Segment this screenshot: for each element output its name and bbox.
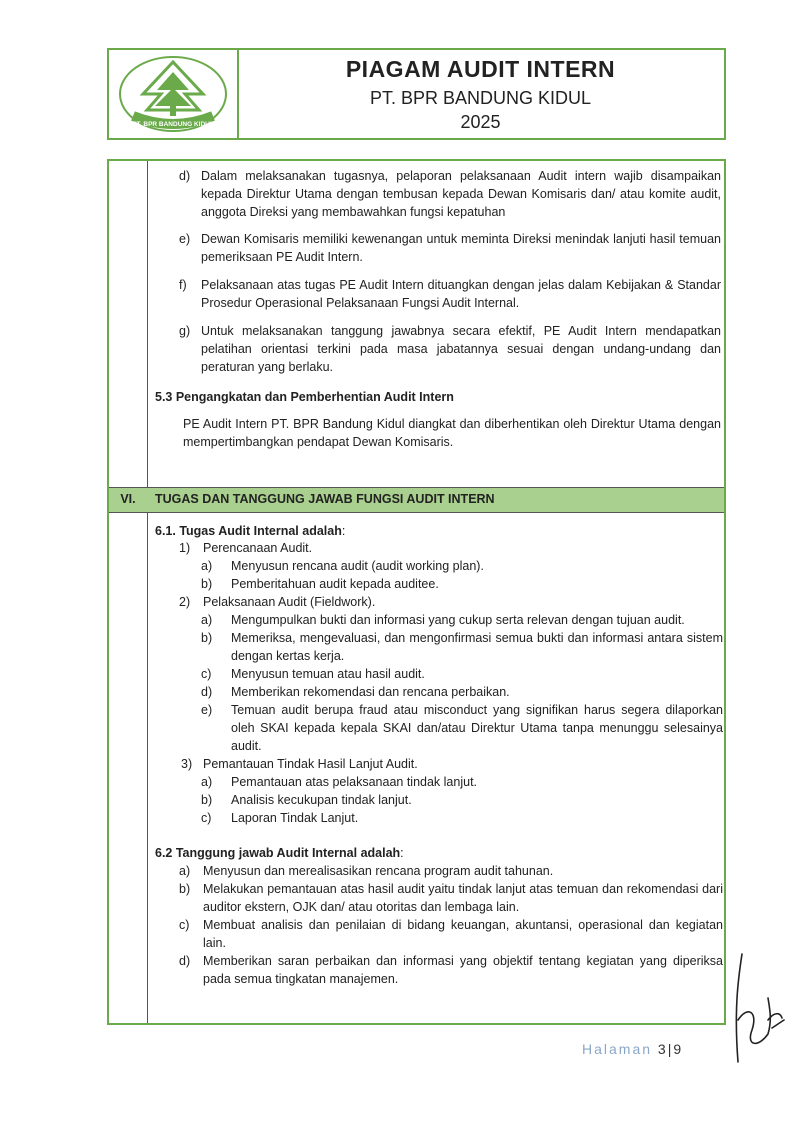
s61-g1-b-text: Pemberitahuan audit kepada auditee. <box>231 577 439 591</box>
item-g-text: Untuk melaksanakan tanggung jawabnya secara efektif, PE Audit Intern mendapatkan pelatihan orientasi terkini pada masa jabatannya sesuai dengan undang-undang dan peraturan yang berlaku. <box>201 324 721 374</box>
content-table <box>107 159 726 1025</box>
s62-d-label: d) <box>179 954 191 968</box>
s61-g3-c-label: c) <box>201 811 212 825</box>
signature-initial <box>728 950 788 1070</box>
company-logo <box>109 50 239 138</box>
page-number: 3 <box>657 1041 668 1057</box>
s61-g1-title: Perencanaan Audit. <box>203 541 313 555</box>
s61-g2-c-text: Menyusun temuan atau hasil audit. <box>231 667 425 681</box>
s61-g2-b-label: b) <box>201 631 213 645</box>
s62-b-text: Melakukan pemantauan atas hasil audit yaitu tindak lanjut atas temuan dan rekomendasi dari auditor ekstern, OJK dan/ atau otoritas dan lembaga lain. <box>203 882 723 914</box>
s62-c-text: Membuat analisis dan penilaian di bidang keuangan, akuntansi, operasional dan kegiatan lain. <box>203 918 723 950</box>
s61-g2-e-label: e) <box>201 703 213 717</box>
item-f-label: f) <box>179 278 187 292</box>
page-total: 9 <box>673 1041 684 1057</box>
section-vi-row <box>109 487 724 513</box>
item-e-text: Dewan Komisaris memiliki kewenangan untuk meminta Direksi menindak lanjuti hasil temuan pemeriksaan PE Audit Intern. <box>201 232 721 264</box>
section-5-3-heading: 5.3 Pengangkatan dan Pemberhentian Audit Intern <box>155 390 454 404</box>
s62-a-text: Menyusun dan merealisasikan rencana program audit tahunan. <box>203 864 554 878</box>
document-title: PIAGAM AUDIT INTERN <box>345 56 616 82</box>
item-e-label: e) <box>179 232 191 246</box>
s61-g2-label: 2) <box>179 595 191 609</box>
document-header <box>107 48 726 140</box>
s61-g3-b-text: Analisis kecukupan tindak lanjut. <box>231 793 412 807</box>
s62-d-text: Memberikan saran perbaikan dan informasi yang objektif tentang kegiatan yang diperiksa pada semua tingkatan manajemen. <box>203 954 723 986</box>
s61-g1-b-label: b) <box>201 577 213 591</box>
s62-a-label: a) <box>179 864 191 878</box>
s61-g2-e-text: Temuan audit berupa fraud atau misconduct yang signifikan harus segera dilaporkan oleh SKAI kepada kepala SKAI dan/atau Direktur Utama tanpa menunggu selesainya audit. <box>231 703 723 753</box>
s61-g1-label: 1) <box>179 541 191 555</box>
footer-word: Halaman <box>582 1041 653 1057</box>
s61-g2-a-label: a) <box>201 613 213 627</box>
s62-b-label: b) <box>179 882 191 896</box>
item-g-label: g) <box>179 324 191 338</box>
s61-g1-a-text: Menyusun rencana audit (audit working plan). <box>231 559 484 573</box>
section-5-3-text: PE Audit Intern PT. BPR Bandung Kidul diangkat dan diberhentikan oleh Direktur Utama dengan mempertimbangkan pendapat Dewan Komisaris. <box>183 417 721 449</box>
logo-text: PT. BPR BANDUNG KIDUL <box>132 121 214 128</box>
s61-g3-a-label: a) <box>201 775 213 789</box>
s61-g2-d-label: d) <box>201 685 213 699</box>
column-divider <box>147 161 148 1023</box>
section-vi-title: TUGAS DAN TANGGUNG JAWAB FUNGSI AUDIT INTERN <box>155 492 495 506</box>
section-6-2-heading: 6.2 Tanggung jawab Audit Internal adalah: <box>155 846 404 860</box>
s61-g1-a-label: a) <box>201 559 213 573</box>
page-separator: | <box>667 1041 674 1057</box>
s61-g3-label: 3) <box>181 757 193 771</box>
item-d-label: d) <box>179 169 191 183</box>
s61-g3-b-label: b) <box>201 793 213 807</box>
item-f-text: Pelaksanaan atas tugas PE Audit Intern dituangkan dengan jelas dalam Kebijakan & Standar Prosedur Operasional Pelaksanaan Fungsi Audit Internal. <box>201 278 721 310</box>
s61-g2-d-text: Memberikan rekomendasi dan rencana perbaikan. <box>231 685 510 699</box>
page-footer <box>582 1041 683 1057</box>
company-name: PT. BPR BANDUNG KIDUL <box>369 88 592 108</box>
item-d-text: Dalam melaksanakan tugasnya, pelaporan pelaksanaan Audit intern wajib disampaikan kepada Direktur Utama dengan tembusan kepada Dewan Komisaris dan/ atau komite audit, anggota Direksi yang membawahkan fungsi kepatuhan <box>201 169 721 219</box>
s61-g2-b-text: Memeriksa, mengevaluasi, dan mengonfirmasi semua bukti dan informasi antara sistem dengan kertas kerja. <box>231 631 723 663</box>
s61-g2-title: Pelaksanaan Audit (Fieldwork). <box>203 595 376 609</box>
section-vi-number: VI. <box>120 492 136 506</box>
s61-g2-c-label: c) <box>201 667 212 681</box>
s61-g3-title: Pemantauan Tindak Hasil Lanjut Audit. <box>203 757 418 771</box>
s61-g2-a-text: Mengumpulkan bukti dan informasi yang cukup serta relevan dengan tujuan audit. <box>231 613 685 627</box>
document-year: 2025 <box>460 112 501 132</box>
logo-tree-icon <box>117 54 229 134</box>
section-6-1-heading: 6.1. Tugas Audit Internal adalah: <box>155 524 346 538</box>
s62-c-label: c) <box>179 918 190 932</box>
s61-g3-c-text: Laporan Tindak Lanjut. <box>231 811 359 825</box>
s61-g3-a-text: Pemantauan atas pelaksanaan tindak lanjut. <box>231 775 478 789</box>
